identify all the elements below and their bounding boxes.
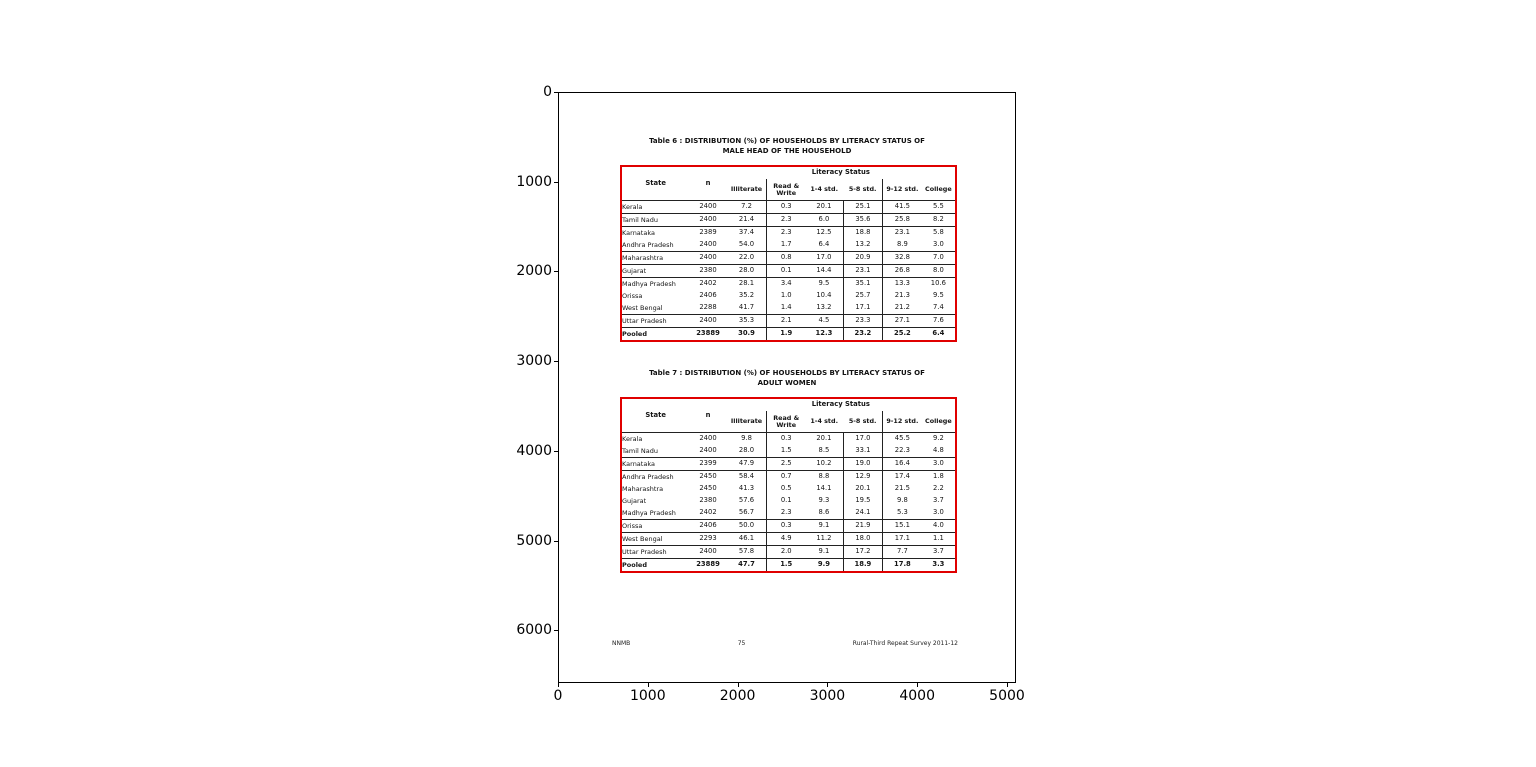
value-cell: 2.3 <box>767 214 805 227</box>
table-row <box>621 495 956 507</box>
value-cell: 23.1 <box>843 265 882 278</box>
state-column-header: State <box>621 166 689 201</box>
value-cell: 2400 <box>689 252 726 265</box>
value-cell: 1.9 <box>767 328 805 342</box>
value-cell: 46.1 <box>727 533 767 546</box>
y-tick-mark <box>554 541 558 542</box>
state-cell: Madhya Pradesh <box>621 507 689 520</box>
value-cell: 21.5 <box>883 483 922 495</box>
table-row <box>621 507 956 520</box>
value-cell: 21.9 <box>843 520 882 533</box>
value-cell: 2400 <box>689 315 726 328</box>
value-cell: 3.0 <box>922 507 956 520</box>
value-cell: 14.4 <box>805 265 843 278</box>
n-column-header: n <box>689 166 726 201</box>
value-cell: 47.7 <box>738 560 755 569</box>
value-cell: 13.3 <box>883 278 922 291</box>
value-cell: 5.3 <box>883 507 922 520</box>
value-cell: 26.8 <box>883 265 922 278</box>
value-cell: 2380 <box>699 496 717 505</box>
value-cell: 22.0 <box>727 252 767 265</box>
table6-title-line1: Table 6 : DISTRIBUTION (%) OF HOUSEHOLDS BY LITERACY STATUS OF <box>649 137 925 145</box>
table-row <box>621 315 956 328</box>
value-cell: 9.5 <box>818 279 830 288</box>
value-cell: 12.3 <box>815 329 833 338</box>
value-cell: 12.5 <box>816 228 832 237</box>
value-cell: 0.3 <box>767 520 805 533</box>
value-cell: 13.2 <box>843 239 882 252</box>
value-cell: 2406 <box>699 291 717 300</box>
column-header: College <box>922 179 956 201</box>
value-cell: 20.9 <box>843 252 882 265</box>
value-cell: 35.3 <box>727 315 767 328</box>
table-row <box>621 290 956 302</box>
value-cell: 2400 <box>689 214 726 227</box>
value-cell: 9.3 <box>818 496 830 505</box>
value-cell: 28.0 <box>727 265 767 278</box>
value-cell: 2450 <box>699 472 717 481</box>
value-cell: 58.4 <box>738 472 755 481</box>
value-cell: 35.6 <box>843 214 882 227</box>
value-cell: 17.1 <box>883 533 922 546</box>
state-cell: Andhra Pradesh <box>622 472 674 481</box>
table7-title <box>558 369 1016 388</box>
x-tick-mark <box>738 683 739 687</box>
value-cell: 9.2 <box>932 434 944 443</box>
value-cell: 2.2 <box>932 484 944 493</box>
value-cell: 6.4 <box>805 239 843 252</box>
table-male-head-literacy <box>620 165 957 342</box>
table-row <box>621 265 956 278</box>
value-cell: 5.8 <box>932 228 944 237</box>
value-cell: 47.9 <box>727 458 767 471</box>
state-column-header: State <box>621 398 689 433</box>
table7-title-line1: Table 7 : DISTRIBUTION (%) OF HOUSEHOLDS BY LITERACY STATUS OF <box>649 369 925 377</box>
value-cell: 50.0 <box>727 520 767 533</box>
column-header: 9-12 std. <box>883 179 922 201</box>
value-cell: 17.2 <box>843 546 882 559</box>
value-cell: 9.1 <box>805 520 843 533</box>
value-cell: 25.2 <box>883 328 922 342</box>
state-cell: Uttar Pradesh <box>621 546 689 559</box>
table-row <box>621 278 956 291</box>
value-cell: 2.3 <box>767 507 805 520</box>
value-cell: 6.4 <box>932 329 945 338</box>
table-row <box>621 520 956 533</box>
value-cell: 10.6 <box>930 279 946 288</box>
value-cell: 2399 <box>689 458 726 471</box>
table7-title-line2: ADULT WOMEN <box>757 378 817 387</box>
literacy-status-group-header: Literacy Status <box>811 168 870 177</box>
value-cell: 14.1 <box>816 484 832 493</box>
y-tick-mark <box>554 451 558 452</box>
table-row <box>621 546 956 559</box>
value-cell: 2.5 <box>767 458 805 471</box>
value-cell: 21.2 <box>883 302 922 315</box>
column-header: Illiterate <box>727 411 767 433</box>
value-cell: 17.0 <box>843 433 882 446</box>
literacy-status-group-header: Literacy Status <box>811 400 870 409</box>
column-header: College <box>922 411 956 433</box>
state-cell: Orissa <box>622 291 643 300</box>
value-cell: 57.6 <box>738 496 755 505</box>
value-cell: 28.0 <box>727 445 767 458</box>
value-cell: 10.4 <box>816 291 832 300</box>
value-cell: 0.1 <box>767 495 805 507</box>
value-cell: 2406 <box>689 520 726 533</box>
group-header-row <box>621 398 956 411</box>
state-cell: Karnataka <box>621 458 689 471</box>
state-cell: Pooled <box>622 560 647 569</box>
state-cell: Uttar Pradesh <box>621 315 689 328</box>
table-row <box>621 214 956 227</box>
value-cell: 8.8 <box>818 472 830 481</box>
state-cell: Karnataka <box>622 228 655 237</box>
value-cell: 23.1 <box>883 227 922 240</box>
state-cell: West Bengal <box>621 302 689 315</box>
value-cell: 6.0 <box>805 214 843 227</box>
table-row <box>621 445 956 458</box>
value-cell: 2288 <box>689 302 726 315</box>
value-cell: 27.1 <box>883 315 922 328</box>
value-cell: 32.8 <box>883 252 922 265</box>
state-cell: Orissa <box>621 520 689 533</box>
value-cell: 41.7 <box>727 302 767 315</box>
value-cell: 8.2 <box>922 214 956 227</box>
value-cell: 5.5 <box>922 201 956 214</box>
state-cell: Tamil Nadu <box>621 445 689 458</box>
value-cell: 0.1 <box>767 265 805 278</box>
value-cell: 7.0 <box>922 252 956 265</box>
value-cell: 17.0 <box>805 252 843 265</box>
value-cell: 37.4 <box>738 228 755 237</box>
value-cell: 1.7 <box>767 239 805 252</box>
value-cell: 3.0 <box>922 239 956 252</box>
x-tick-mark <box>1007 683 1008 687</box>
value-cell: 3.0 <box>922 458 956 471</box>
state-cell: Pooled <box>622 329 647 338</box>
x-tick-label: 3000 <box>809 688 846 704</box>
value-cell: 19.0 <box>843 458 882 471</box>
value-cell: 7.2 <box>727 201 767 214</box>
table-row <box>621 302 956 315</box>
table-row <box>621 433 956 446</box>
value-cell: 13.2 <box>805 302 843 315</box>
value-cell: 2400 <box>689 445 726 458</box>
table6-title <box>558 137 1016 156</box>
table-row <box>621 201 956 214</box>
y-tick-mark <box>554 271 558 272</box>
value-cell: 2400 <box>689 201 726 214</box>
y-tick-mark <box>554 182 558 183</box>
value-cell: 23.2 <box>843 328 882 342</box>
x-tick-label: 2000 <box>719 688 756 704</box>
x-tick-mark <box>917 683 918 687</box>
value-cell: 18.0 <box>843 533 882 546</box>
x-tick-label: 0 <box>553 688 563 704</box>
page-footer <box>612 640 958 647</box>
value-cell: 17.8 <box>883 559 922 573</box>
value-cell: 4.0 <box>922 520 956 533</box>
table-row <box>621 227 956 240</box>
table-adult-women-literacy <box>620 397 957 573</box>
value-cell: 23889 <box>696 329 720 338</box>
y-tick-mark <box>554 92 558 93</box>
value-cell: 17.1 <box>843 302 882 315</box>
value-cell: 18.8 <box>843 227 882 240</box>
column-header: Read & Write <box>767 411 805 433</box>
value-cell: 2450 <box>699 484 717 493</box>
x-tick-mark <box>648 683 649 687</box>
value-cell: 10.2 <box>805 458 843 471</box>
y-tick-label: 3000 <box>516 353 552 370</box>
value-cell: 41.5 <box>883 201 922 214</box>
x-tick-label: 5000 <box>989 688 1025 704</box>
value-cell: 4.5 <box>805 315 843 328</box>
value-cell: 2293 <box>689 533 726 546</box>
value-cell: 2402 <box>689 507 726 520</box>
value-cell: 2400 <box>689 546 726 559</box>
column-header: 9-12 std. <box>883 411 922 433</box>
table-row <box>621 458 956 471</box>
column-header: Illiterate <box>727 179 767 201</box>
x-tick-mark <box>558 683 559 687</box>
value-cell: 0.3 <box>767 433 805 446</box>
value-cell: 25.8 <box>883 214 922 227</box>
value-cell: 30.9 <box>738 329 755 338</box>
value-cell: 23.3 <box>843 315 882 328</box>
pooled-row <box>621 328 956 342</box>
value-cell: 35.2 <box>738 291 755 300</box>
column-header: 5-8 std. <box>843 179 882 201</box>
column-header: 1-4 std. <box>805 411 843 433</box>
value-cell: 20.1 <box>816 434 832 443</box>
value-cell: 22.3 <box>883 445 922 458</box>
value-cell: 1.1 <box>922 533 956 546</box>
table6-title-line2: MALE HEAD OF THE HOUSEHOLD <box>722 146 852 155</box>
footer-page-number: 75 <box>737 640 746 647</box>
value-cell: 24.1 <box>843 507 882 520</box>
value-cell: 8.0 <box>922 265 956 278</box>
value-cell: 1.5 <box>767 559 805 573</box>
value-cell: 4.8 <box>922 445 956 458</box>
value-cell: 41.3 <box>738 484 755 493</box>
value-cell: 3.7 <box>922 546 956 559</box>
value-cell: 2389 <box>699 228 717 237</box>
footer-survey-name: Rural-Third Repeat Survey 2011-12 <box>852 640 958 647</box>
value-cell: 9.8 <box>883 495 922 507</box>
state-cell: Kerala <box>621 201 689 214</box>
y-tick-label: 2000 <box>516 263 552 280</box>
pooled-row <box>621 559 956 573</box>
value-cell: 1.5 <box>767 445 805 458</box>
y-tick-label: 4000 <box>516 442 552 459</box>
value-cell: 2402 <box>699 279 717 288</box>
y-tick-mark <box>554 630 558 631</box>
value-cell: 9.8 <box>741 434 752 443</box>
value-cell: 16.4 <box>883 458 922 471</box>
value-cell: 20.1 <box>805 201 843 214</box>
value-cell: 15.1 <box>883 520 922 533</box>
value-cell: 57.8 <box>727 546 767 559</box>
value-cell: 3.7 <box>932 496 944 505</box>
y-tick-label: 1000 <box>516 173 552 190</box>
column-header: Read & Write <box>767 179 805 201</box>
value-cell: 18.9 <box>843 559 882 573</box>
table-row <box>621 471 956 484</box>
value-cell: 9.5 <box>932 291 944 300</box>
n-column-header: n <box>689 398 726 433</box>
value-cell: 21.4 <box>727 214 767 227</box>
state-cell: Maharashtra <box>621 252 689 265</box>
value-cell: 35.1 <box>843 278 882 291</box>
value-cell: 54.0 <box>727 239 767 252</box>
value-cell: 0.5 <box>767 483 805 495</box>
value-cell: 1.4 <box>767 302 805 315</box>
state-cell: Andhra Pradesh <box>621 239 689 252</box>
state-cell: Madhya Pradesh <box>622 279 676 288</box>
value-cell: 0.3 <box>767 201 805 214</box>
value-cell: 7.6 <box>922 315 956 328</box>
state-cell: Gujarat <box>621 265 689 278</box>
state-cell: Kerala <box>622 434 643 443</box>
state-cell: West Bengal <box>621 533 689 546</box>
state-cell: Tamil Nadu <box>621 214 689 227</box>
state-cell: Maharashtra <box>622 484 664 493</box>
value-cell: 9.9 <box>817 560 830 569</box>
table-row <box>621 252 956 265</box>
x-tick-label: 4000 <box>899 688 936 704</box>
state-cell: Gujarat <box>622 496 647 505</box>
value-cell: 45.5 <box>883 433 922 446</box>
value-cell: 1.0 <box>767 290 805 302</box>
column-header: 1-4 std. <box>805 179 843 201</box>
value-cell: 11.2 <box>805 533 843 546</box>
value-cell: 4.9 <box>767 533 805 546</box>
value-cell: 21.3 <box>883 290 922 302</box>
value-cell: 2.3 <box>767 227 805 240</box>
value-cell: 20.1 <box>843 483 882 495</box>
y-tick-label: 6000 <box>516 622 552 639</box>
table-row <box>621 239 956 252</box>
x-tick-mark <box>827 683 828 687</box>
value-cell: 25.7 <box>843 290 882 302</box>
value-cell: 33.1 <box>843 445 882 458</box>
value-cell: 0.7 <box>767 471 805 484</box>
value-cell: 17.4 <box>883 471 922 484</box>
value-cell: 2.1 <box>767 315 805 328</box>
value-cell: 2.0 <box>767 546 805 559</box>
footer-org: NNMB <box>612 640 631 647</box>
y-tick-mark <box>554 361 558 362</box>
x-tick-label: 1000 <box>629 688 666 704</box>
value-cell: 3.4 <box>767 278 805 291</box>
column-header: 5-8 std. <box>843 411 882 433</box>
value-cell: 3.3 <box>932 560 945 569</box>
value-cell: 2400 <box>689 239 726 252</box>
y-tick-label: 5000 <box>516 532 552 549</box>
value-cell: 7.4 <box>922 302 956 315</box>
value-cell: 8.6 <box>805 507 843 520</box>
value-cell: 7.7 <box>883 546 922 559</box>
y-tick-label: 0 <box>543 84 552 100</box>
value-cell: 28.1 <box>738 279 755 288</box>
value-cell: 8.5 <box>805 445 843 458</box>
value-cell: 25.1 <box>843 201 882 214</box>
value-cell: 19.5 <box>843 495 882 507</box>
value-cell: 2400 <box>699 434 717 443</box>
value-cell: 0.8 <box>767 252 805 265</box>
value-cell: 8.9 <box>883 239 922 252</box>
value-cell: 56.7 <box>727 507 767 520</box>
value-cell: 9.1 <box>805 546 843 559</box>
value-cell: 1.8 <box>932 472 944 481</box>
group-header-row <box>621 166 956 179</box>
value-cell: 23889 <box>696 560 720 569</box>
table-row <box>621 483 956 495</box>
value-cell: 2380 <box>689 265 726 278</box>
table-row <box>621 533 956 546</box>
value-cell: 12.9 <box>843 471 882 484</box>
